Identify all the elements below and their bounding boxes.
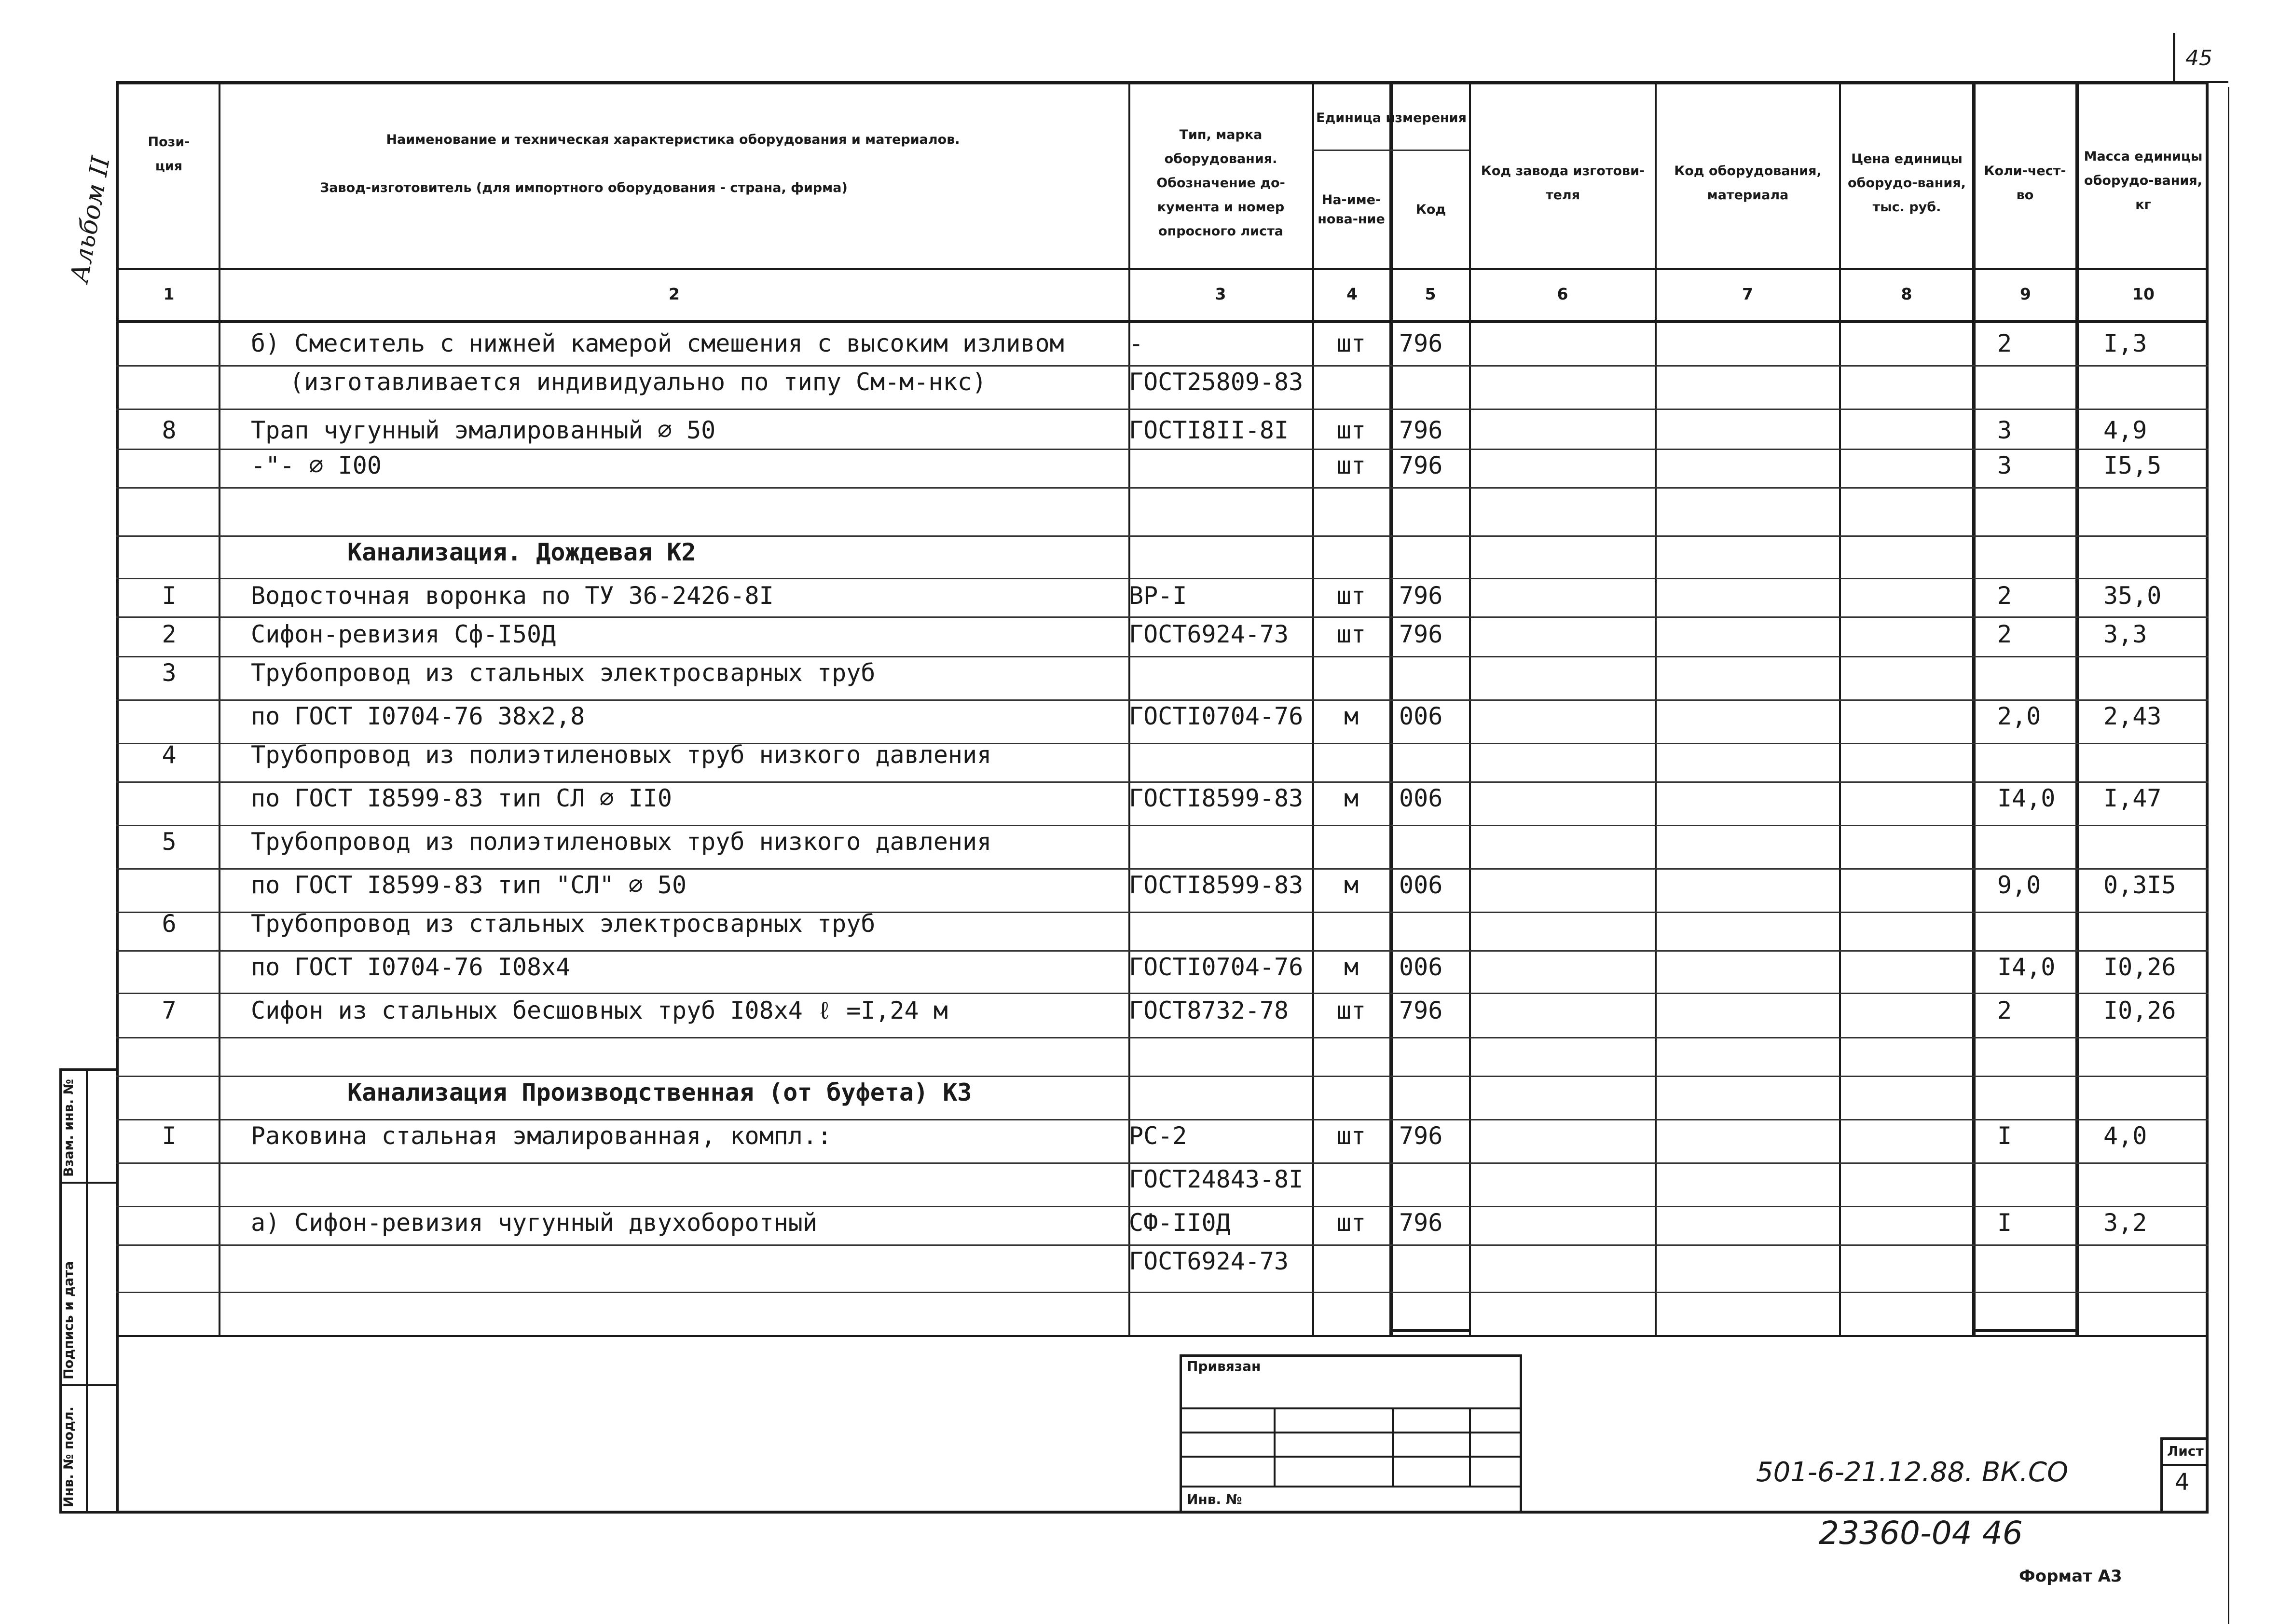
col-line-6 [1655, 81, 1657, 1335]
cell-qty: 3 [1997, 416, 2012, 444]
cell-pos: 3 [162, 659, 177, 687]
cell-unit: шт [1336, 1209, 1366, 1237]
cell-pos: 4 [162, 741, 177, 769]
cell-name: по ГОСТ I8599-83 тип "СЛ" ∅ 50 [251, 871, 687, 899]
sheet-number: 4 [2175, 1469, 2190, 1496]
cell-pos: 8 [162, 416, 177, 444]
cell-name: Водосточная воронка по ТУ 36-2426-8I [251, 582, 774, 610]
cell-name: Трубопровод из стальных электросварных труб [251, 910, 876, 938]
hdr-unit-name: На-име-нова-ние [1318, 192, 1385, 227]
cell-type: ГОСТ6924-73 [1129, 1247, 1289, 1275]
cell-name: Канализация Производственная (от буфета) К3 [347, 1078, 972, 1106]
stamp-label-inv: Инв. № подл. [61, 1406, 76, 1507]
cell-type: ГОСТ25809-83 [1129, 368, 1304, 396]
cell-unit: шт [1336, 329, 1366, 357]
cell-qty: 2 [1997, 329, 2012, 357]
cell-code: 796 [1399, 451, 1443, 479]
cell-code: 796 [1399, 996, 1443, 1024]
cell-qty: 3 [1997, 451, 2012, 479]
cell-type: ГОСТ6924-73 [1129, 620, 1289, 648]
cell-mass: 35,0 [2103, 582, 2162, 610]
cell-type: СФ-II0Д [1129, 1209, 1231, 1237]
col-line-9 [2075, 81, 2079, 1335]
table-end-line [116, 1335, 2209, 1337]
row-divider [116, 616, 2209, 618]
row-divider [116, 825, 2209, 826]
row-divider [116, 449, 2209, 450]
hdr-mass: Масса единицы оборудо-вания, кг [2084, 149, 2203, 212]
cell-qty: 9,0 [1997, 871, 2041, 899]
hdr-equipment-code: Код оборудования, материала [1674, 164, 1822, 203]
row-divider [116, 868, 2209, 870]
colnum-2: 2 [669, 285, 680, 303]
cell-type: ГОСТI8599-83 [1129, 784, 1304, 812]
row-divider [116, 1076, 2209, 1077]
cell-pos: 2 [162, 620, 177, 648]
hdr-factory-code: Код завода изготови-теля [1481, 164, 1645, 203]
cell-name: по ГОСТ I8599-83 тип СЛ ∅ II0 [251, 784, 672, 812]
cell-code: 006 [1399, 702, 1443, 730]
cell-pos: I [162, 1122, 177, 1150]
cell-qty: I [1997, 1122, 2012, 1150]
cell-mass: 2,43 [2103, 702, 2162, 730]
cell-unit: шт [1336, 416, 1366, 444]
cell-code: 796 [1399, 582, 1443, 610]
colnum-3: 3 [1215, 285, 1226, 303]
header-top-line [116, 81, 2209, 84]
cell-mass: I,47 [2103, 784, 2162, 812]
cell-type: ГОСТI0704-76 [1129, 702, 1304, 730]
strip-inner-line [86, 1068, 88, 1514]
cell-code: 796 [1399, 1122, 1443, 1150]
cell-qty: I4,0 [1997, 784, 2056, 812]
cell-type: - [1129, 329, 1144, 357]
cell-type: ГОСТ24843-8I [1129, 1165, 1304, 1193]
unit-group-divider [1312, 150, 1469, 151]
colnum-6: 6 [1557, 285, 1568, 303]
cell-code: 006 [1399, 784, 1443, 812]
col5-bottom [1389, 1329, 1470, 1332]
strip-divider [59, 1384, 118, 1386]
row-divider [116, 365, 2209, 367]
cell-unit: шт [1336, 451, 1366, 479]
col-line-5 [1469, 81, 1471, 1335]
row-divider [116, 1244, 2209, 1246]
stamp-vline [1392, 1407, 1394, 1486]
stamp-inv-no: Инв. № [1187, 1491, 1242, 1507]
cell-code: 796 [1399, 1209, 1443, 1237]
stamp-vline [1274, 1407, 1276, 1486]
cell-code: 006 [1399, 871, 1443, 899]
cell-type: ГОСТ8732-78 [1129, 996, 1289, 1024]
row-divider [116, 487, 2209, 489]
cell-mass: 3,3 [2103, 620, 2147, 648]
colnum-10: 10 [2132, 285, 2155, 303]
cell-qty: 2,0 [1997, 702, 2041, 730]
cell-name: Трап чугунный эмалированный ∅ 50 [251, 416, 716, 444]
colnum-4: 4 [1346, 285, 1358, 303]
colnum-8: 8 [1901, 285, 1912, 303]
cell-type: ГОСТI8599-83 [1129, 871, 1304, 899]
cell-mass: I5,5 [2103, 451, 2162, 479]
row-divider [116, 409, 2209, 410]
cell-name: (изготавливается индивидуально по типу См-м-нкс) [289, 368, 987, 396]
row-divider [116, 699, 2209, 701]
stamp-privyazan: Привязан [1187, 1358, 1261, 1374]
cell-name: Трубопровод из полиэтиленовых труб низкого давления [251, 741, 992, 769]
cell-mass: I0,26 [2103, 953, 2176, 981]
stamp-label-vzam: Взам. инв. № [61, 1078, 76, 1177]
cell-unit: шт [1336, 582, 1366, 610]
hdr-unit-code: Код [1415, 202, 1446, 217]
cell-code: 796 [1399, 620, 1443, 648]
bottom-number: 23360-04 46 [1819, 1515, 2023, 1552]
colnum-9: 9 [2020, 285, 2031, 303]
cell-unit: м [1344, 871, 1359, 899]
row-divider [116, 578, 2209, 579]
right-margin-line [2228, 87, 2229, 1624]
hdr-position: Пози- ция [148, 135, 190, 174]
cell-unit: шт [1336, 620, 1366, 648]
cell-unit: шт [1336, 996, 1366, 1024]
sheet-label: Лист [2167, 1443, 2204, 1459]
row-divider [116, 781, 2209, 783]
cell-code: 796 [1399, 416, 1443, 444]
col-line-7 [1839, 81, 1841, 1335]
cell-type: ГОСТI8II-8I [1129, 416, 1289, 444]
cell-unit: шт [1336, 1122, 1366, 1150]
cell-qty: 2 [1997, 582, 2012, 610]
cell-name: б) Смеситель с нижней камерой смешения с высоким изливом [251, 329, 1064, 357]
cell-pos: 5 [162, 828, 177, 856]
cell-code: 006 [1399, 953, 1443, 981]
stamp-line [1180, 1486, 1522, 1488]
cell-name: Раковина стальная эмалированная, компл.: [251, 1122, 832, 1150]
colnum-5: 5 [1425, 285, 1436, 303]
cell-mass: I0,26 [2103, 996, 2176, 1024]
cell-name: Канализация. Дождевая К2 [347, 538, 696, 566]
row-divider [116, 1292, 2209, 1293]
row-divider [116, 1206, 2209, 1207]
strip-divider [59, 1182, 118, 1184]
row-divider [116, 656, 2209, 657]
row-divider [116, 535, 2209, 537]
cell-mass: 3,2 [2103, 1209, 2147, 1237]
cell-code: 796 [1399, 329, 1443, 357]
page-number-top: 45 [2185, 46, 2212, 70]
format-label: Формат А3 [2019, 1567, 2122, 1586]
row-divider [116, 1162, 2209, 1164]
cell-qty: 2 [1997, 620, 2012, 648]
cell-name: по ГОСТ I0704-76 38х2,8 [251, 702, 585, 730]
cell-mass: 4,9 [2103, 416, 2147, 444]
sheet-divider [2160, 1464, 2209, 1466]
cell-type: РС-2 [1129, 1122, 1187, 1150]
hdr-price: Цена единицы оборудо-вания, тыс. руб. [1848, 151, 1966, 215]
col9-bottom [1972, 1329, 2079, 1332]
hdr-name-line2: Завод-изготовитель (для импортного оборудования - страна, фирма) [320, 180, 848, 195]
col-line-8 [1972, 81, 1976, 1335]
hdr-type: Тип, марка оборудования. Обозначение до-кумента и номер опросного листа [1156, 127, 1285, 239]
stamp-label-signature: Подпись и дата [61, 1261, 76, 1379]
cell-mass: 0,3I5 [2103, 871, 2176, 899]
cell-name: Сифон-ревизия Сф-I50Д [251, 620, 556, 648]
cell-pos: 7 [162, 996, 177, 1024]
colnum-bottom-line [116, 320, 2209, 323]
row-divider [116, 1037, 2209, 1038]
hdr-quantity: Коли-чест-во [1984, 164, 2066, 203]
colnum-7: 7 [1742, 285, 1753, 303]
cell-pos: 6 [162, 910, 177, 938]
document-code: 501-6-21.12.88. ВК.СО [1756, 1457, 2069, 1488]
row-divider [116, 950, 2209, 952]
cell-name: а) Сифон-ревизия чугунный двухоборотный [251, 1209, 817, 1237]
header-bottom-line [116, 268, 2209, 270]
cell-name: Сифон из стальных бесшовных труб I08х4 ℓ =I,24 м [251, 996, 948, 1024]
cell-type: ВР-I [1129, 582, 1187, 610]
colnum-1: 1 [163, 285, 175, 303]
col-line-1 [219, 81, 220, 1335]
cell-unit: м [1344, 784, 1359, 812]
cell-type: ГОСТI0704-76 [1129, 953, 1304, 981]
cell-name: Трубопровод из полиэтиленовых труб низкого давления [251, 828, 992, 856]
hdr-unit-group: Единица измерения [1316, 110, 1467, 125]
cell-qty: I [1997, 1209, 2012, 1237]
cell-pos: I [162, 582, 177, 610]
cell-name: по ГОСТ I0704-76 I08х4 [251, 953, 571, 981]
row-divider [116, 993, 2209, 994]
hdr-name-line1: Наименование и техническая характеристика оборудования и материалов. [386, 132, 960, 147]
cell-unit: м [1344, 953, 1359, 981]
cell-name: -"- ∅ I00 [251, 451, 382, 479]
side-note: Альбом II [65, 154, 116, 285]
cell-name: Трубопровод из стальных электросварных труб [251, 659, 876, 687]
cell-mass: I,3 [2103, 329, 2147, 357]
col-line-4 [1389, 81, 1393, 1335]
cell-unit: м [1344, 702, 1359, 730]
stamp-vline [1469, 1407, 1471, 1486]
cell-qty: 2 [1997, 996, 2012, 1024]
cell-mass: 4,0 [2103, 1122, 2147, 1150]
row-divider [116, 1119, 2209, 1120]
cell-qty: I4,0 [1997, 953, 2056, 981]
